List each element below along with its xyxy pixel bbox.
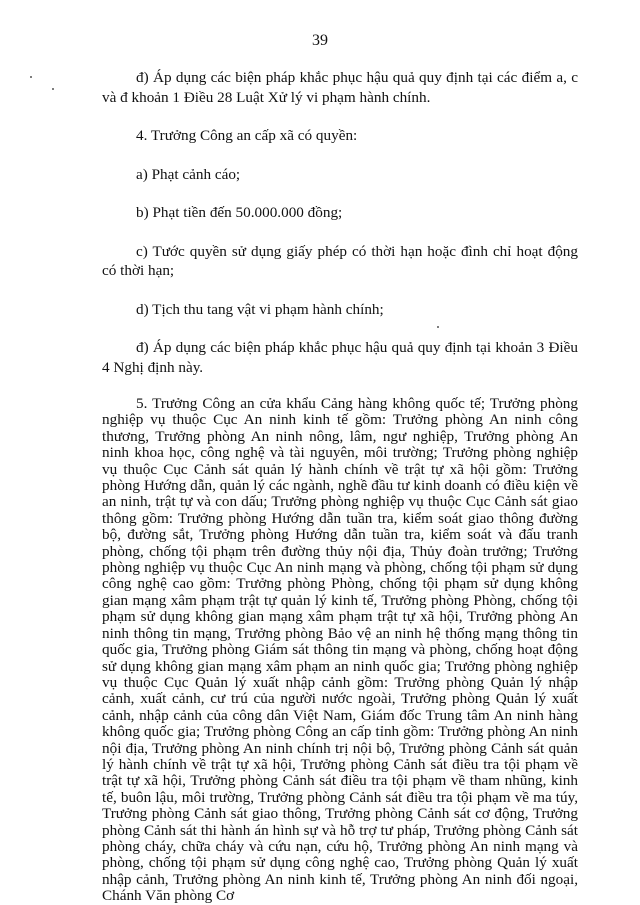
paragraph-b-fine: b) Phạt tiền đến 50.000.000 đồng;: [136, 204, 343, 221]
paragraph-5-authorities: 5. Trưởng Công an cửa khẩu Cảng hàng không quốc tế; Trưởng phòng nghiệp vụ thuộc Cục An ninh kinh tế gồm: Trưởng phòng An ninh công thương, Trưởng phòng An ninh nông, lâm, ngư nghiệp, Trưởng phòng An ninh khoa học, công nghệ và tài nguyên, môi trường; Trưởng phòng nghiệp vụ thuộc Cục Cảnh sát quản lý hành chính về trật tự xã hội gồm: Trưởng phòng Hướng dẫn, quản lý các ngành, nghề đầu tư kinh doanh có điều kiện về an ninh, trật tự và con dấu; Trưởng phòng nghiệp vụ thuộc Cục Cảnh sát giao thông gồm: Trưởng phòng Hướng dẫn tuần tra, kiểm soát giao thông đường bộ, đường sắt, Trưởng phòng Hướng dẫn tuần tra, kiểm soát và đấu tranh phòng, chống tội phạm trên đường thủy nội địa, Thủy đoàn trưởng; Trưởng phòng nghiệp vụ thuộc Cục An ninh mạng và phòng, chống tội phạm sử dụng công nghệ cao gồm: Trưởng phòng Phòng, chống tội phạm sử dụng không gian mạng xâm phạm trật tự quản lý kinh tế, Trưởng phòng Phòng, chống tội phạm sử dụng không gian mạng xâm phạm trật tự xã hội, Trưởng phòng An ninh thông tin mạng, Trưởng phòng Bảo vệ an ninh hệ thống mạng thông tin quốc gia, Trưởng phòng Giám sát thông tin mạng và phòng, chống hoạt động sử dụng không gian mạng xâm phạm an ninh quốc gia; Trưởng phòng nghiệp vụ thuộc Cục Quản lý xuất nhập cảnh gồm: Trưởng phòng Quản lý nhập cảnh, xuất cảnh, cư trú của người nước ngoài, Trưởng phòng Quản lý xuất cảnh, nhập cảnh của công dân Việt Nam, Giám đốc Trung tâm An ninh hàng không quốc gia; Trưởng phòng Công an cấp tỉnh gồm: Trưởng phòng An ninh nội địa, Trưởng phòng An ninh chính trị nội bộ, Trưởng phòng Cảnh sát quản lý hành chính về trật tự xã hội, Trưởng phòng Cảnh sát điều tra tội phạm về trật tự xã hội, Trưởng phòng Cảnh sát điều tra tội phạm về tham nhũng, kinh tế, buôn lậu, môi trường, Trưởng phòng Cảnh sát điều tra tội phạm về ma túy, Trưởng phòng Cảnh sát giao thông, Trưởng phòng Cảnh sát cơ động, Trưởng phòng Cảnh sát thi hành án hình sự và hỗ trợ tư pháp, Trưởng phòng Cảnh sát phòng cháy, chữa cháy và cứu nạn, cứu hộ, Trưởng phòng An ninh mạng và phòng, chống tội phạm sử dụng công nghệ cao, Trưởng phòng Quản lý xuất nhập cảnh, Trưởng phòng An ninh kinh tế, Trưởng phòng An ninh đối ngoại, Chánh Văn phòng Cơ: [102, 395, 578, 905]
page-number: 39: [312, 32, 328, 49]
paragraph-d-remedial-measures: đ) Áp dụng các biện pháp khắc phục hậu quả quy định tại các điểm a, c và đ khoản 1 Điều 28 Luật Xử lý vi phạm hành chính.: [102, 69, 578, 106]
scan-speck: [52, 88, 54, 90]
paragraph-a-warning: a) Phạt cảnh cáo;: [136, 165, 241, 183]
paragraph-c-license-revocation: c) Tước quyền sử dụng giấy phép có thời hạn hoặc đình chỉ hoạt động có thời hạn;: [102, 242, 578, 279]
paragraph-dd-remedial-measures: đ) Áp dụng các biện pháp khắc phục hậu quả quy định tại khoản 3 Điều 4 Nghị định này.: [102, 339, 578, 376]
paragraph-4-commune-police-chief: 4. Trưởng Công an cấp xã có quyền:: [136, 127, 358, 144]
paragraph-d-confiscation: d) Tịch thu tang vật vi phạm hành chính;: [136, 300, 384, 318]
document-body: [102, 68, 578, 905]
scan-speck: [30, 76, 32, 78]
